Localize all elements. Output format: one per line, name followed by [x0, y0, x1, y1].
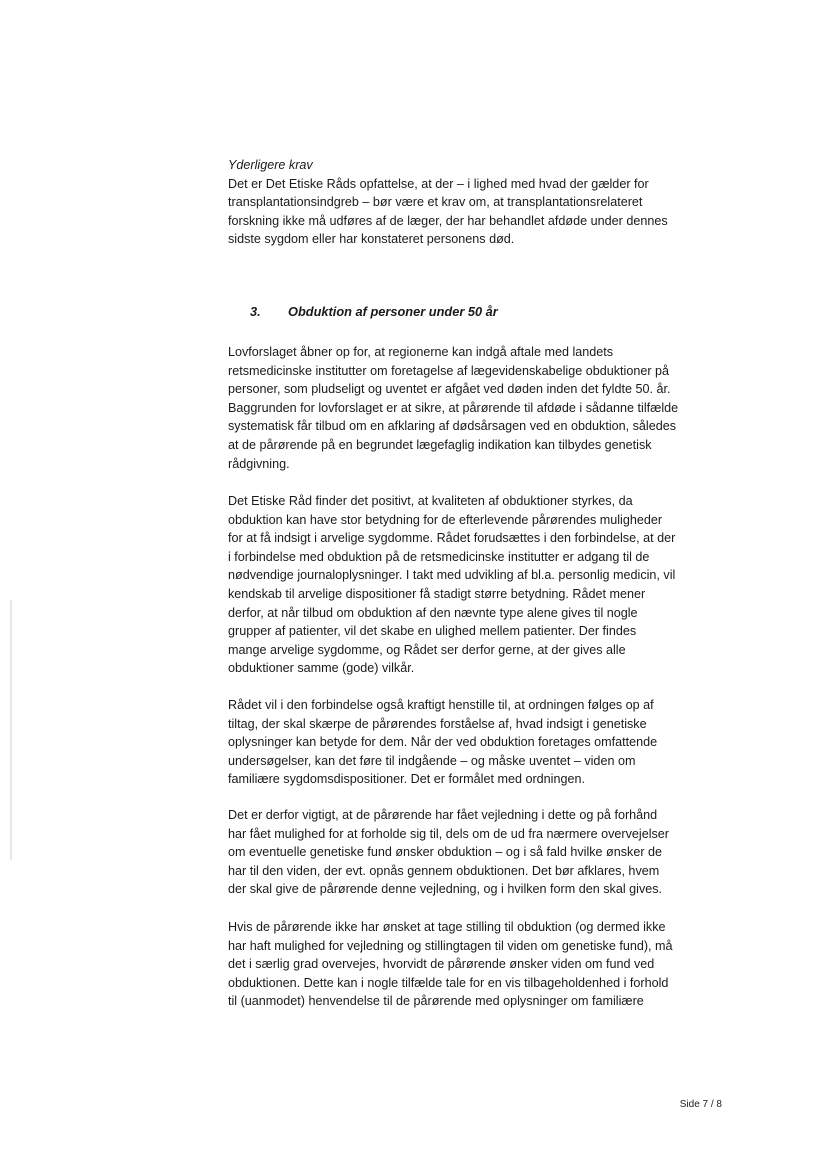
scan-edge-mark: [10, 600, 12, 860]
section-number: 3.: [250, 304, 261, 319]
text-line: har fået mulighed for at forholde sig til, dels om de ud fra nærmere overvejelser: [228, 826, 669, 841]
section-title: Obduktion af personer under 50 år: [288, 304, 498, 319]
text-line: har til den viden, der evt. opnås gennem obduktionen. Det bør afklares, hvem: [228, 863, 660, 878]
text-line: Hvis de pårørende ikke har ønsket at tage stilling til obduktion (og dermed ikke: [228, 920, 666, 934]
section-heading: [250, 304, 498, 319]
text-line: Det er derfor vigtigt, at de pårørende har fået vejledning i dette og på forhånd: [228, 808, 658, 822]
text-line: obduktion kan have stor betydning for de efterlevende pårørendes muligheder: [228, 512, 663, 527]
text-line: systematisk får tilbud om en afklaring af dødsårsagen ved en obduktion, således: [228, 419, 677, 434]
text-line: om eventuelle genetiske fund ønsker obduktion – og i så fald hvilke ønsker de: [228, 845, 663, 860]
text-line: at de pårørende på en begrundet lægefaglig indikation kan tilbydes genetisk: [228, 437, 652, 452]
text-line: Lovforslaget åbner op for, at regionerne kan indgå aftale med landets: [228, 345, 614, 359]
text-line: personer, som pludseligt og uventet er afgået ved døden inden det fyldte 50. år.: [228, 382, 671, 397]
text-line: forskning ikke må udføres af de læger, der har behandlet afdøde under dennes: [228, 213, 668, 228]
text-line: har haft mulighed for vejledning og stillingtagen til viden om genetiske fund), må: [228, 938, 673, 953]
paragraph-1: [228, 343, 738, 473]
text-line: Det Etiske Råd finder det positivt, at kvaliteten af obduktioner styrkes, da: [228, 494, 633, 508]
text-line: mange arvelige sygdomme, og Rådet ser derfor gerne, at der gives alle: [228, 642, 626, 657]
subheading: Yderligere krav: [228, 158, 313, 172]
paragraph-3: [228, 696, 738, 789]
text-line: tiltag, der skal skærpe de pårørendes forståelse af, hvad indsigt i genetiske: [228, 716, 647, 731]
text-line: kendskab til arvelige dispositioner få stadigt større betydning. Rådet mener: [228, 586, 646, 601]
text-line: familiære sygdomsdispositioner. Det er formålet med ordningen.: [228, 772, 585, 787]
paragraph-2: [228, 492, 738, 678]
text-line: Baggrunden for lovforslaget er at sikre, at pårørende til afdøde i sådanne tilfælde: [228, 400, 679, 415]
text-line: nødvendige journaloplysninger. I takt med udvikling af bl.a. personlig medicin, vil: [228, 568, 676, 583]
text-line: undersøgelser, kan det føre til indgående – og måske uventet – viden om: [228, 753, 636, 768]
text-line: det i særlig grad overvejes, hvorvidt de pårørende ønsker viden om fund ved: [228, 957, 655, 972]
text-line: transplantationsindgreb – bør være et krav om, at transplantationsrelateret: [228, 195, 643, 210]
text-line: Rådet vil i den forbindelse også kraftigt henstille til, at ordningen følges op af: [228, 698, 654, 712]
text-line: grupper af patienter, vil det skabe en ulighed mellem patienter. Der findes: [228, 624, 637, 639]
paragraph-4: [228, 806, 738, 899]
text-line: der skal give de pårørende denne vejledning, og i hvilken form den skal gives.: [228, 882, 663, 897]
text-line: sidste sygdom eller har konstateret personens død.: [228, 232, 515, 247]
text-line: for at få indsigt i arvelige sygdomme. Rådet forudsættes i den forbindelse, at der: [228, 531, 676, 546]
text-line: Det er Det Etiske Råds opfattelse, at der – i lighed med hvad der gælder for: [228, 176, 649, 191]
text-line: oplysninger kan betyde for dem. Når der ved obduktion foretages omfattende: [228, 735, 658, 750]
text-line: derfor, at når tilbud om obduktion af den nævnte type alene gives til nogle: [228, 605, 638, 620]
text-line: til (uanmodet) henvendelse til de pårørende med oplysninger om familiære: [228, 994, 644, 1009]
additional-requirements-block: [228, 156, 728, 249]
paragraph-5: [228, 918, 738, 1011]
text-line: rådgivning.: [228, 456, 290, 471]
page-number: Side 7 / 8: [679, 1099, 722, 1110]
text-line: i forbindelse med obduktion på de retsmedicinske institutter er adgang til de: [228, 549, 650, 564]
text-line: obduktioner samme (gode) vilkår.: [228, 661, 415, 676]
text-line: obduktionen. Dette kan i nogle tilfælde tale for en vis tilbageholdenhed i forhold: [228, 975, 669, 990]
text-line: retsmedicinske institutter om foretagelse af lægevidenskabelige obduktioner på: [228, 363, 670, 378]
